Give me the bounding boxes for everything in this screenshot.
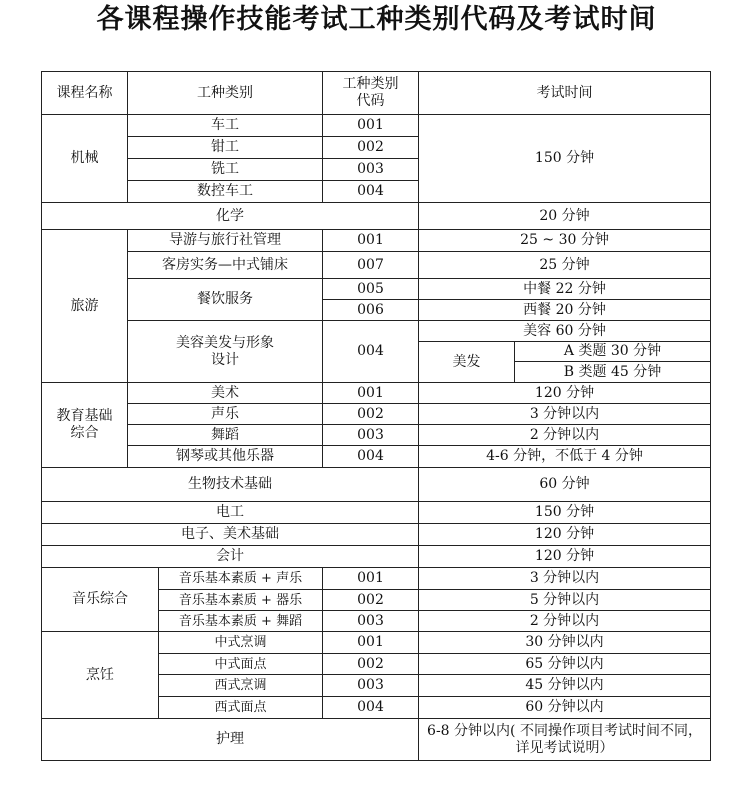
type-cell: 导游与旅行社管理 bbox=[128, 230, 323, 252]
time-cell: 2 分钟以内 bbox=[419, 611, 711, 632]
table-row bbox=[42, 524, 711, 546]
code-cell: 001 bbox=[323, 632, 419, 654]
course-diangong: 电工 bbox=[42, 502, 419, 524]
table-row bbox=[42, 203, 711, 230]
type-cell: 钳工 bbox=[128, 137, 323, 159]
time-cell: 60 分钟 bbox=[419, 468, 711, 502]
table-row bbox=[42, 230, 711, 252]
code-cell: 001 bbox=[323, 115, 419, 137]
type-cell: 钢琴或其他乐器 bbox=[128, 446, 323, 468]
code-cell: 003 bbox=[323, 611, 419, 632]
type-cell: 餐饮服务 bbox=[128, 279, 323, 321]
time-cell: 2 分钟以内 bbox=[419, 425, 711, 446]
course-shengwu: 生物技术基础 bbox=[42, 468, 419, 502]
code-cell: 005 bbox=[323, 279, 419, 300]
table-row bbox=[42, 383, 711, 404]
header-row bbox=[42, 72, 711, 115]
exam-table bbox=[41, 71, 711, 761]
code-cell: 004 bbox=[323, 446, 419, 468]
time-cell: 3 分钟以内 bbox=[419, 568, 711, 590]
time-cell: 120 分钟 bbox=[419, 383, 711, 404]
code-cell: 003 bbox=[323, 159, 419, 181]
code-cell: 003 bbox=[323, 675, 419, 697]
time-cell: 150 分钟 bbox=[419, 115, 711, 203]
type-cell: 车工 bbox=[128, 115, 323, 137]
time-cell: 65 分钟以内 bbox=[419, 654, 711, 675]
type-cell: 铣工 bbox=[128, 159, 323, 181]
time-cell: 中餐 22 分钟 bbox=[419, 279, 711, 300]
course-jixie: 机械 bbox=[42, 115, 128, 203]
table-row bbox=[42, 546, 711, 568]
time-cell: A 类题 30 分钟 bbox=[515, 342, 711, 362]
code-cell: 002 bbox=[323, 137, 419, 159]
type-cell: 西式烹调 bbox=[159, 675, 323, 697]
time-cell: 60 分钟以内 bbox=[419, 697, 711, 719]
time-cell: 6-8 分钟以内( 不同操作项目考试时间不同，详见考试说明） bbox=[419, 719, 711, 761]
code-cell: 004 bbox=[323, 697, 419, 719]
page-title: 各课程操作技能考试工种类别代码及考试时间 bbox=[96, 4, 657, 35]
header-type: 工种类别 bbox=[128, 72, 323, 115]
type-cell: 西式面点 bbox=[159, 697, 323, 719]
table-row bbox=[42, 719, 711, 761]
type-cell: 声乐 bbox=[128, 404, 323, 425]
type-cell: 中式面点 bbox=[159, 654, 323, 675]
course-dianzi: 电子、美术基础 bbox=[42, 524, 419, 546]
type-cell: 中式烹调 bbox=[159, 632, 323, 654]
table-row bbox=[42, 115, 711, 137]
time-cell: 4-6 分钟，不低于 4 分钟 bbox=[419, 446, 711, 468]
time-cell: 5 分钟以内 bbox=[419, 590, 711, 611]
table-row bbox=[42, 468, 711, 502]
time-cell: B 类题 45 分钟 bbox=[515, 362, 711, 383]
header-code: 工种类别 代码 bbox=[323, 72, 419, 115]
code-cell: 001 bbox=[323, 230, 419, 252]
code-cell: 001 bbox=[323, 383, 419, 404]
table-row bbox=[42, 446, 711, 468]
type-cell: 美术 bbox=[128, 383, 323, 404]
type-cell: 音乐基本素质 + 声乐 bbox=[159, 568, 323, 590]
time-cell: 20 分钟 bbox=[419, 203, 711, 230]
time-cell: 3 分钟以内 bbox=[419, 404, 711, 425]
type-cell: 音乐基本素质 + 舞蹈 bbox=[159, 611, 323, 632]
course-pengren: 烹饪 bbox=[42, 632, 159, 719]
header-time: 考试时间 bbox=[419, 72, 711, 115]
code-cell: 001 bbox=[323, 568, 419, 590]
time-cell: 150 分钟 bbox=[419, 502, 711, 524]
code-cell: 002 bbox=[323, 404, 419, 425]
type-cell: 客房实务—中式铺床 bbox=[128, 252, 323, 279]
time-cell: 美容 60 分钟 bbox=[419, 321, 711, 342]
type-cell: 舞蹈 bbox=[128, 425, 323, 446]
header-course: 课程名称 bbox=[42, 72, 128, 115]
table-row bbox=[42, 279, 711, 300]
table-row bbox=[42, 404, 711, 425]
type-cell: 数控车工 bbox=[128, 181, 323, 203]
code-cell: 007 bbox=[323, 252, 419, 279]
course-kuaiji: 会计 bbox=[42, 546, 419, 568]
sub-label-meifa: 美发 bbox=[419, 342, 515, 383]
course-yinyue: 音乐综合 bbox=[42, 568, 159, 632]
code-cell: 004 bbox=[323, 181, 419, 203]
type-cell: 美容美发与形象 设计 bbox=[128, 321, 323, 383]
time-cell: 30 分钟以内 bbox=[419, 632, 711, 654]
course-huli: 护理 bbox=[42, 719, 419, 761]
table-row bbox=[42, 568, 711, 590]
time-cell: 45 分钟以内 bbox=[419, 675, 711, 697]
time-cell: 120 分钟 bbox=[419, 546, 711, 568]
table-row bbox=[42, 632, 711, 654]
time-cell: 120 分钟 bbox=[419, 524, 711, 546]
code-cell: 006 bbox=[323, 300, 419, 321]
table-row bbox=[42, 425, 711, 446]
code-cell: 004 bbox=[323, 321, 419, 383]
course-huaxue: 化学 bbox=[42, 203, 419, 230]
table-row bbox=[42, 502, 711, 524]
time-cell: 西餐 20 分钟 bbox=[419, 300, 711, 321]
time-cell: 25 ~ 30 分钟 bbox=[419, 230, 711, 252]
table-row bbox=[42, 321, 711, 342]
code-cell: 002 bbox=[323, 654, 419, 675]
type-cell: 音乐基本素质 + 器乐 bbox=[159, 590, 323, 611]
course-lvyou: 旅游 bbox=[42, 230, 128, 383]
table-row bbox=[42, 252, 711, 279]
code-cell: 002 bbox=[323, 590, 419, 611]
time-cell: 25 分钟 bbox=[419, 252, 711, 279]
code-cell: 003 bbox=[323, 425, 419, 446]
course-jiaoyu: 教育基础 综合 bbox=[42, 383, 128, 468]
